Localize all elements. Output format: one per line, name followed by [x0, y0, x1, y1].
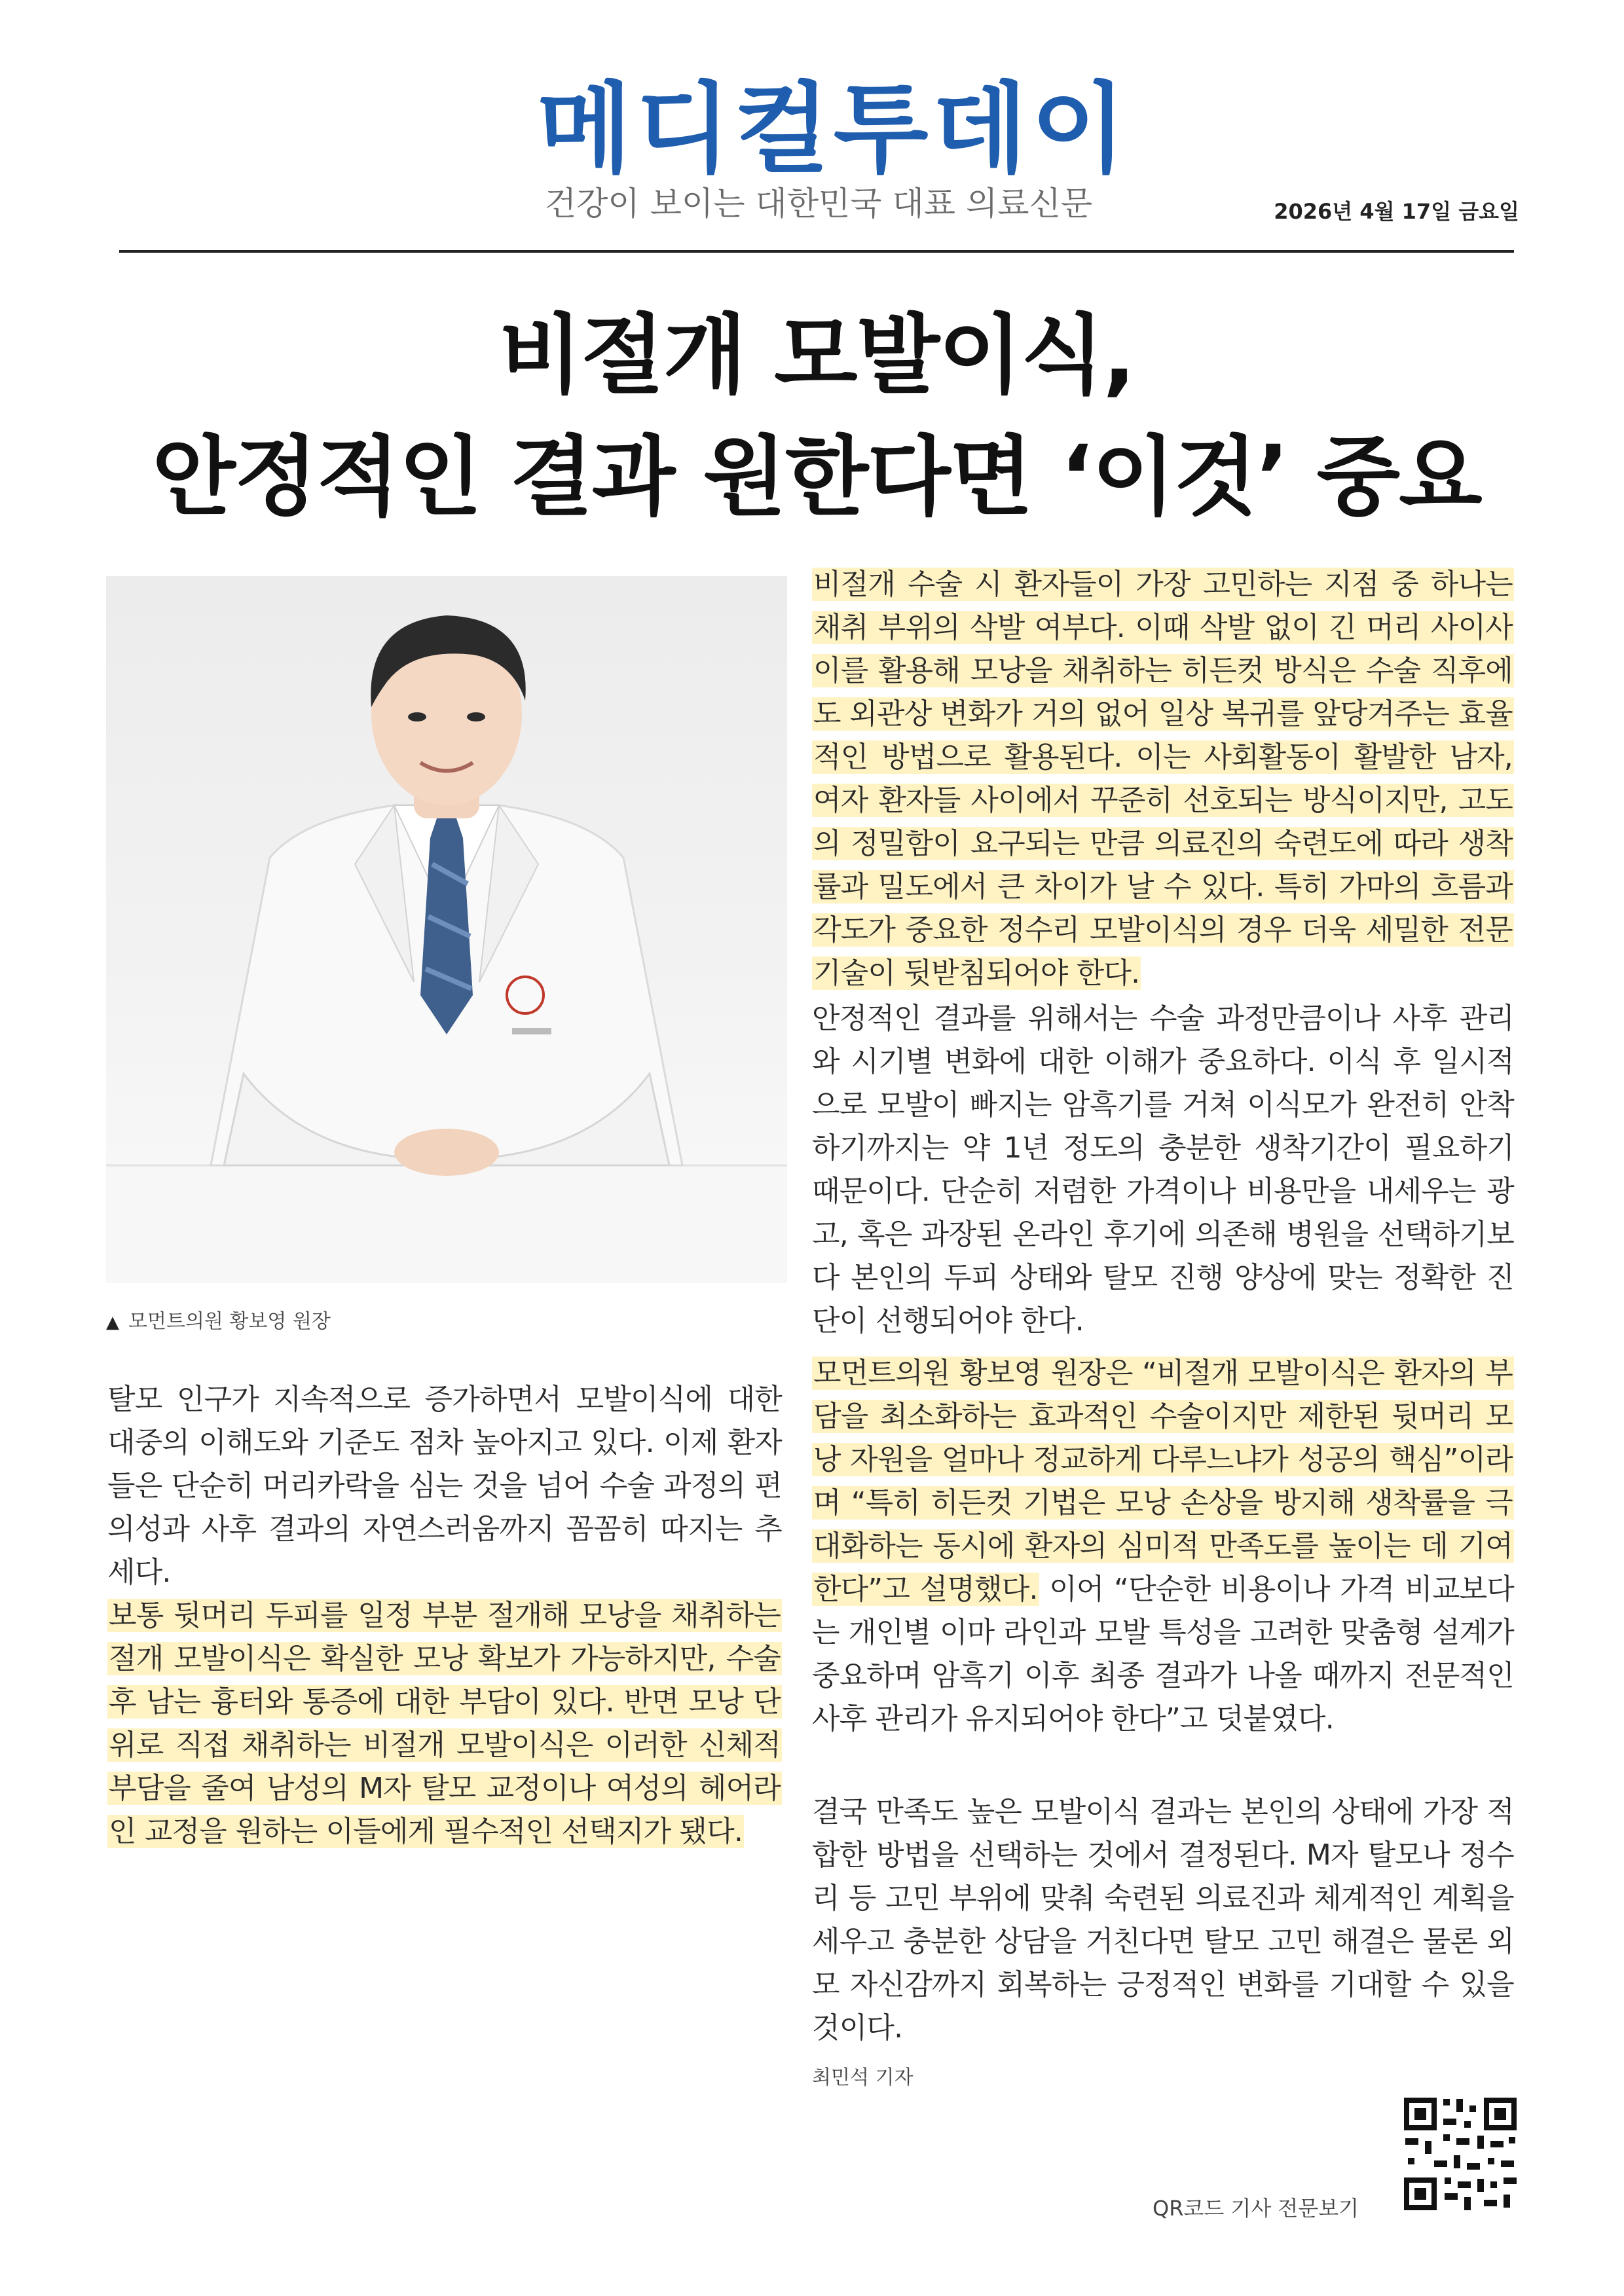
- triangle-up-icon: ▲: [106, 1313, 119, 1332]
- highlighted-text: 보통 뒷머리 두피를 일정 부분 절개해 모낭을 채취하는 절개 모발이식은 확실한 모낭 확보가 가능하지만, 수술 후 남는 흉터와 통증에 대한 부담이 있다. 반면 모낭 단위로 직접 채취하는 비절개 모발이식은 이러한 신체적 부담을 줄여 남성의 M자 탈모 교정이나 여성의 헤어라인 교정을 원하는 이들에게 필수적인 선택지가 됐다.: [109, 1599, 781, 1848]
- doctor-illustration: [106, 576, 787, 1283]
- photo-caption-text: 모먼트의원 황보영 원장: [128, 1310, 331, 1333]
- header-divider: [119, 250, 1514, 253]
- issue-date: 2026년 4월 17일 금요일: [1274, 199, 1519, 224]
- right-paragraph-4: 결국 만족도 높은 모발이식 결과는 본인의 상태에 가장 적합한 방법을 선택하는 것에서 결정된다. M자 탈모나 정수리 등 고민 부위에 맞춰 숙련된 의료진과 체계적인 계획을 세우고 충분한 상담을 거친다면 탈모 고민 해결은 물론 외모 자신감까지 회복하는 긍정적인 변화를 기대할 수 있을 것이다.: [812, 1795, 1514, 2045]
- right-paragraph-3: [812, 1352, 1514, 1741]
- masthead-tagline: 건강이 보이는 대한민국 대표 의료신문: [544, 185, 1093, 223]
- quote-continuation: 이어 “단순한 비용이나 가격 비교보다는 개인별 이마 라인과 모발 특성을 고려한 맞춤형 설계가 중요하며 암흑기 이후 최종 결과가 나올 때까지 전문적인 사후 관리가 유지되어야 한다”고 덧붙였다.: [812, 1573, 1514, 1736]
- headline-line-1: 비절개 모발이식,: [498, 305, 1135, 406]
- right-paragraph-1: [812, 563, 1514, 995]
- right-paragraph-2: 안정적인 결과를 위해서는 수술 과정만큼이나 사후 관리와 시기별 변화에 대한 이해가 중요하다. 이식 후 일시적으로 모발이 빠지는 암흑기를 거쳐 이식모가 완전히 안착하기까지는 약 1년 정도의 충분한 생착기간이 필요하기 때문이다. 단순히 저렴한 가격이나 비용만을 내세우는 광고, 혹은 과장된 온라인 후기에 의존해 병원을 선택하기보다 본인의 두피 상태와 탈모 진행 양상에 맞는 정확한 진단이 선행되어야 한다.: [812, 1002, 1514, 1338]
- headline-line-2: 안정적인 결과 원한다면 ‘이것’ 중요: [152, 427, 1481, 528]
- left-paragraph-1: 탈모 인구가 지속적으로 증가하면서 모발이식에 대한 대중의 이해도와 기준도 점차 높아지고 있다. 이제 환자들은 단순히 머리카락을 심는 것을 넘어 수술 과정의 편의성과 사후 결과의 자연스러움까지 꼼꼼히 따지는 추세다.: [107, 1383, 782, 1589]
- highlighted-quote: 모먼트의원 황보영 원장은 “비절개 모발이식은 환자의 부담을 최소화하는 효과적인 수술이지만 제한된 뒷머리 모낭 자원을 얼마나 정교하게 다루느냐가 성공의 핵심”이라며 “특히 히든컷 기법은 모낭 손상을 방지해 생착률을 극대화하는 동시에 환자의 심미적 만족도를 높이는 데 기여한다”고 설명했다.: [813, 1357, 1513, 1606]
- doctor-photo: [106, 576, 787, 1283]
- highlighted-text: 비절개 수술 시 환자들이 가장 고민하는 지점 중 하나는 채취 부위의 삭발 여부다. 이때 삭발 없이 긴 머리 사이사이를 활용해 모낭을 채취하는 히든컷 방식은 수술 직후에도 외관상 변화가 거의 없어 일상 복귀를 앞당겨주는 효율적인 방법으로 활용된다. 이는 사회활동이 활발한 남자, 여자 환자들 사이에서 꾸준히 선호되는 방식이지만, 고도의 정밀함이 요구되는 만큼 의료진의 숙련도에 따라 생착률과 밀도에서 큰 차이가 날 수 있다. 특히 가마의 흐름과 각도가 중요한 정수리 모발이식의 경우 더욱 세밀한 전문 기술이 뒷받침되어야 한다.: [813, 568, 1513, 990]
- qr-code-icon[interactable]: [1401, 2095, 1519, 2213]
- headline: [119, 295, 1514, 538]
- photo-caption: [106, 1305, 331, 1334]
- masthead-logo: 메디컬투데이: [537, 73, 1130, 187]
- left-paragraph-2: [107, 1594, 782, 1853]
- byline: 최민석 기자: [812, 2066, 913, 2089]
- qr-label: QR코드 기사 전문보기: [1153, 2196, 1359, 2221]
